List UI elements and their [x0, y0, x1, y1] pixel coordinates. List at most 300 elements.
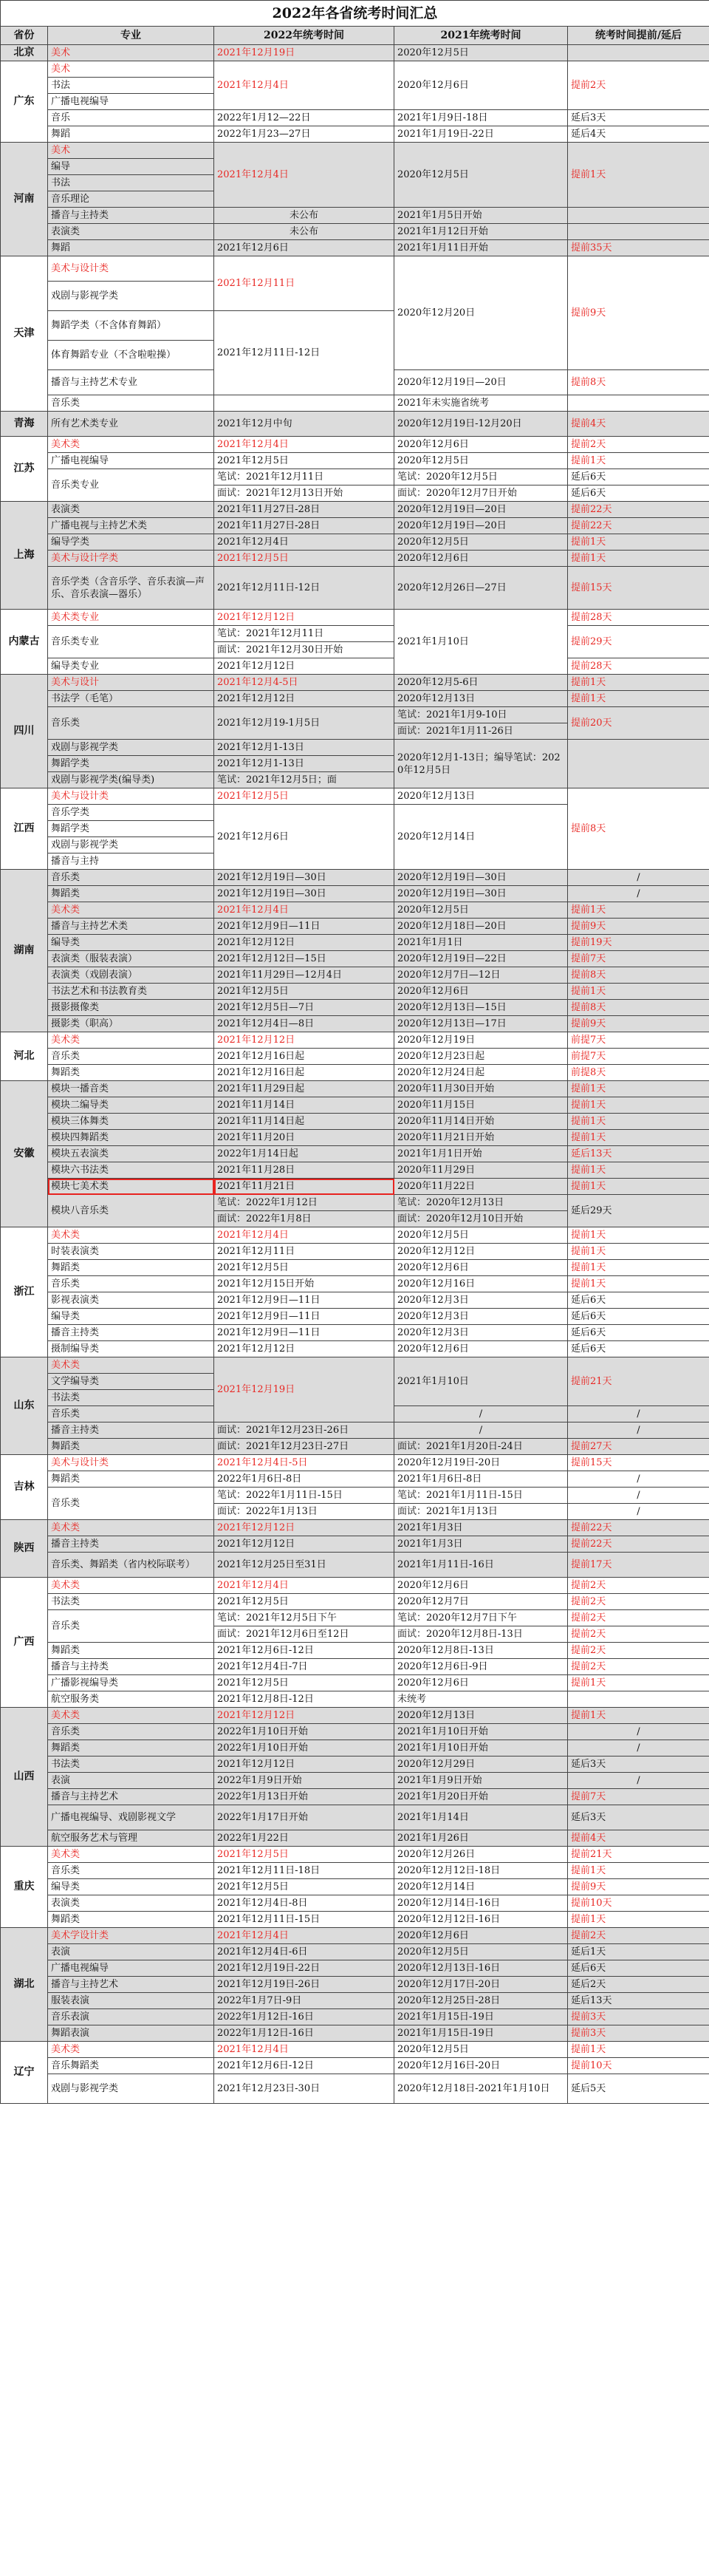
table-cell[interactable]: 模块二编导类 — [48, 1097, 214, 1114]
table-cell[interactable] — [568, 45, 709, 61]
table-cell[interactable] — [568, 208, 709, 224]
table-cell[interactable]: 2021年1月10日 — [394, 610, 568, 675]
table-cell[interactable]: 提前1天 — [568, 1675, 709, 1691]
table-cell[interactable]: 舞蹈学类 — [48, 756, 214, 772]
table-cell[interactable]: 2021年11月21日 — [214, 1179, 394, 1195]
table-cell[interactable]: 模块六书法类 — [48, 1162, 214, 1179]
table-cell[interactable]: 延后6天 — [568, 1960, 709, 1977]
table-cell[interactable]: 播音与主持类 — [48, 208, 214, 224]
table-cell[interactable]: 音乐学类（含音乐学、音乐表演—声乐、音乐表演—器乐） — [48, 567, 214, 610]
table-cell[interactable]: 延后4天 — [568, 126, 709, 143]
table-cell[interactable]: 表演类（戏剧表演） — [48, 967, 214, 984]
header-2021-time[interactable]: 2021年统考时间 — [394, 27, 568, 45]
table-cell[interactable]: 表演类（服装表演） — [48, 951, 214, 967]
table-cell[interactable]: 延后6天 — [568, 1292, 709, 1309]
table-cell[interactable]: 2020年12月5-6日 — [394, 675, 568, 691]
table-cell[interactable]: / — [568, 1406, 709, 1422]
table-cell[interactable]: 提前17天 — [568, 1553, 709, 1578]
table-cell[interactable]: 2021年11月29日起 — [214, 1081, 394, 1097]
table-cell[interactable]: 2021年12月9日—11日 — [214, 1325, 394, 1341]
table-cell[interactable]: 面试：2021年12月30日开始 — [214, 642, 394, 658]
table-cell[interactable]: 2020年11月22日 — [394, 1179, 568, 1195]
table-cell[interactable]: 2021年12月19日-26日 — [214, 1977, 394, 1993]
table-cell[interactable]: / — [568, 1422, 709, 1439]
table-cell[interactable]: 2022年1月12日-16日 — [214, 2025, 394, 2042]
table-cell[interactable]: 2020年12月7日—12日 — [394, 967, 568, 984]
table-cell[interactable]: 面试：2021年12月23日-26日 — [214, 1422, 394, 1439]
table-cell[interactable]: 舞蹈类 — [48, 1439, 214, 1455]
table-cell[interactable]: 广播电视编导、戏剧影视文学 — [48, 1805, 214, 1830]
province-cell[interactable]: 湖南 — [1, 870, 48, 1032]
table-cell[interactable]: 2021年12月4日—8日 — [214, 1016, 394, 1032]
table-cell[interactable]: 音乐类 — [48, 870, 214, 886]
table-cell[interactable]: 延后5天 — [568, 2074, 709, 2104]
table-cell[interactable]: 2021年12月6日-12日 — [214, 1643, 394, 1659]
province-cell[interactable]: 广西 — [1, 1578, 48, 1708]
table-cell[interactable]: 2020年12月13日 — [394, 788, 568, 805]
province-cell[interactable]: 上海 — [1, 502, 48, 610]
table-cell[interactable]: 2020年12月3日 — [394, 1309, 568, 1325]
table-cell[interactable]: 面试：2021年12月13日开始 — [214, 485, 394, 502]
table-cell[interactable]: 2021年12月9日—11日 — [214, 1292, 394, 1309]
table-cell[interactable]: 2021年1月20日开始 — [394, 1789, 568, 1805]
table-cell[interactable]: 2021年11月29日—12月4日 — [214, 967, 394, 984]
table-cell[interactable]: 笔试：2020年12月13日 — [394, 1195, 568, 1211]
table-cell[interactable]: 舞蹈学类 — [48, 821, 214, 837]
table-cell[interactable]: 书法类 — [48, 1756, 214, 1773]
table-cell[interactable]: 戏剧与影视学类 — [48, 740, 214, 756]
table-cell[interactable]: 2021年12月12日 — [214, 1032, 394, 1049]
table-cell[interactable]: 书法艺术和书法教育类 — [48, 984, 214, 1000]
province-cell[interactable]: 浙江 — [1, 1227, 48, 1357]
table-cell[interactable]: 笔试：2021年1月9-10日 — [394, 707, 568, 723]
table-cell[interactable]: 2020年12月6日 — [394, 1260, 568, 1276]
table-cell[interactable]: 舞蹈类 — [48, 1643, 214, 1659]
province-cell[interactable]: 内蒙古 — [1, 610, 48, 675]
table-cell[interactable]: 提前9天 — [568, 256, 709, 370]
table-cell[interactable]: 2020年12月17日-20日 — [394, 1977, 568, 1993]
table-cell[interactable]: 书法学（毛笔） — [48, 691, 214, 707]
table-cell[interactable]: 广播电视与主持艺术类 — [48, 518, 214, 534]
table-cell[interactable]: 2020年12月20日 — [394, 256, 568, 370]
table-cell[interactable]: 提前20天 — [568, 707, 709, 740]
table-cell[interactable]: 面试：2021年12月23日-27日 — [214, 1439, 394, 1455]
table-cell[interactable]: 延后13天 — [568, 1146, 709, 1162]
table-cell[interactable]: 提前21天 — [568, 1847, 709, 1863]
table-cell[interactable]: 提前1天 — [568, 902, 709, 919]
table-cell[interactable]: 提前2天 — [568, 1928, 709, 1944]
table-cell[interactable]: 影视表演类 — [48, 1292, 214, 1309]
table-cell[interactable]: 提前21天 — [568, 1357, 709, 1406]
table-cell[interactable]: 2020年12月14日 — [394, 805, 568, 870]
table-cell[interactable]: 提前3天 — [568, 2009, 709, 2025]
table-cell[interactable]: 2021年12月9日—11日 — [214, 1309, 394, 1325]
table-cell[interactable]: 戏剧与影视学类 — [48, 2074, 214, 2104]
table-cell[interactable]: 2020年12月25日-28日 — [394, 1993, 568, 2009]
table-cell[interactable]: 音乐类专业 — [48, 469, 214, 502]
table-cell[interactable]: 舞蹈类 — [48, 1740, 214, 1756]
table-cell[interactable]: 美术学设计类 — [48, 1928, 214, 1944]
table-cell[interactable]: 提前1天 — [568, 143, 709, 208]
table-cell[interactable]: 2021年12月5日 — [214, 551, 394, 567]
table-cell[interactable]: 面试：2021年1月20日-24日 — [394, 1439, 568, 1455]
table-cell[interactable]: 2021年12月4日 — [214, 902, 394, 919]
table-cell[interactable]: 2021年1月12日开始 — [394, 224, 568, 240]
table-cell[interactable]: 提前1天 — [568, 551, 709, 567]
table-cell[interactable]: 2021年1月10日 — [394, 1357, 568, 1406]
table-cell[interactable]: 播音与主持艺术 — [48, 1977, 214, 1993]
table-cell[interactable]: 2021年未实施省统考 — [394, 395, 568, 412]
province-cell[interactable]: 河北 — [1, 1032, 48, 1081]
table-cell[interactable]: 2021年12月16日起 — [214, 1065, 394, 1081]
table-cell[interactable]: 2021年12月19-1月5日 — [214, 707, 394, 740]
table-cell[interactable]: 2020年12月13日—17日 — [394, 1016, 568, 1032]
table-cell[interactable]: 播音主持类 — [48, 1536, 214, 1553]
table-cell[interactable]: 2021年12月19日 — [214, 45, 394, 61]
table-cell[interactable]: 提前1天 — [568, 1863, 709, 1879]
table-cell[interactable]: 2021年1月1日 — [394, 935, 568, 951]
table-cell[interactable]: 提前1天 — [568, 1162, 709, 1179]
table-cell[interactable]: 提前1天 — [568, 534, 709, 551]
table-cell[interactable]: 提前1天 — [568, 1227, 709, 1244]
table-cell[interactable]: 2021年12月4日 — [214, 1928, 394, 1944]
table-cell[interactable]: 2021年11月27日-28日 — [214, 502, 394, 518]
table-cell[interactable]: 2021年1月11日-16日 — [394, 1553, 568, 1578]
province-cell[interactable]: 江西 — [1, 788, 48, 870]
table-cell[interactable]: 提前2天 — [568, 61, 709, 110]
table-cell[interactable]: 美术类 — [48, 902, 214, 919]
table-cell[interactable]: 2021年12月12日 — [214, 610, 394, 626]
table-cell[interactable]: 表演类 — [48, 502, 214, 518]
table-cell[interactable]: / — [568, 1724, 709, 1740]
table-cell[interactable]: 2021年12月5日 — [214, 453, 394, 469]
table-cell[interactable]: 2020年12月23日起 — [394, 1049, 568, 1065]
header-change[interactable]: 统考时间提前/延后 — [568, 27, 709, 45]
table-cell[interactable]: 提前2天 — [568, 1610, 709, 1626]
table-cell[interactable]: 2021年12月4日-6日 — [214, 1944, 394, 1960]
table-cell[interactable]: 面试：2020年12月10日开始 — [394, 1211, 568, 1227]
table-cell[interactable]: 2021年1月9日-18日 — [394, 110, 568, 126]
table-cell[interactable]: 航空服务艺术与管理 — [48, 1830, 214, 1847]
table-cell[interactable]: 2021年12月12日 — [214, 1756, 394, 1773]
table-cell[interactable]: 2020年12月5日 — [394, 453, 568, 469]
table-cell[interactable]: 提前4天 — [568, 1830, 709, 1847]
table-cell[interactable]: 2020年11月21日开始 — [394, 1130, 568, 1146]
table-cell[interactable]: 航空服务类 — [48, 1691, 214, 1708]
table-cell[interactable]: 2020年12月6日 — [394, 61, 568, 110]
table-cell[interactable]: 2020年12月5日 — [394, 902, 568, 919]
table-cell[interactable]: 音乐类 — [48, 395, 214, 412]
table-cell[interactable]: 2020年12月3日 — [394, 1325, 568, 1341]
table-cell[interactable]: 2021年12月23日-30日 — [214, 2074, 394, 2104]
table-cell[interactable]: 2021年12月12日 — [214, 1708, 394, 1724]
table-cell[interactable]: 2021年1月9日开始 — [394, 1773, 568, 1789]
table-cell[interactable]: 2021年12月4日 — [214, 61, 394, 110]
table-cell[interactable]: 音乐类 — [48, 1488, 214, 1520]
table-cell[interactable]: 2021年1月6日-8日 — [394, 1471, 568, 1488]
table-cell[interactable]: 2021年12月11日-15日 — [214, 1912, 394, 1928]
table-cell[interactable]: 2021年12月11日 — [214, 1244, 394, 1260]
table-cell[interactable]: 2020年11月29日 — [394, 1162, 568, 1179]
table-cell[interactable]: 笔试：2020年12月7日下午 — [394, 1610, 568, 1626]
table-cell[interactable]: 2020年12月8日-13日 — [394, 1643, 568, 1659]
table-cell[interactable]: 美术类 — [48, 437, 214, 453]
table-cell[interactable]: 提前1天 — [568, 984, 709, 1000]
table-cell[interactable]: 提前8天 — [568, 370, 709, 395]
table-cell[interactable]: 提前28天 — [568, 658, 709, 675]
table-cell[interactable]: 2020年12月19日—30日 — [394, 886, 568, 902]
table-cell[interactable]: 书法类 — [48, 1594, 214, 1610]
table-cell[interactable]: 2021年12月15日开始 — [214, 1276, 394, 1292]
table-cell[interactable]: 舞蹈学类（不含体育舞蹈） — [48, 311, 214, 341]
table-cell[interactable]: 2020年12月6日 — [394, 984, 568, 1000]
table-cell[interactable]: 模块四舞蹈类 — [48, 1130, 214, 1146]
table-cell[interactable]: 未公布 — [214, 224, 394, 240]
table-cell[interactable]: 2022年1月12—22日 — [214, 110, 394, 126]
table-cell[interactable]: 音乐类 — [48, 707, 214, 740]
table-cell[interactable]: 2020年12月5日 — [394, 1944, 568, 1960]
table-cell[interactable]: 提前1天 — [568, 453, 709, 469]
table-cell[interactable]: 模块七美术类 — [48, 1179, 214, 1195]
table-cell[interactable] — [568, 224, 709, 240]
table-cell[interactable]: 提前1天 — [568, 1179, 709, 1195]
table-cell[interactable]: 延后3天 — [568, 1756, 709, 1773]
table-cell[interactable]: 2021年11月27日-28日 — [214, 518, 394, 534]
table-cell[interactable]: 提前2天 — [568, 437, 709, 453]
table-cell[interactable]: 2022年1月10日开始 — [214, 1724, 394, 1740]
table-cell[interactable]: 2020年12月6日-9日 — [394, 1659, 568, 1675]
table-cell[interactable]: 美术 — [48, 61, 214, 78]
table-cell[interactable]: 提前1天 — [568, 1708, 709, 1724]
table-cell[interactable]: 2021年1月10日开始 — [394, 1724, 568, 1740]
table-cell[interactable]: 2021年12月12日 — [214, 1341, 394, 1357]
province-cell[interactable]: 青海 — [1, 412, 48, 437]
table-cell[interactable]: 2020年12月12日-18日 — [394, 1863, 568, 1879]
table-cell[interactable]: 面试：2020年12月7日开始 — [394, 485, 568, 502]
table-cell[interactable]: 提前1天 — [568, 691, 709, 707]
table-cell[interactable]: 表演类 — [48, 1895, 214, 1912]
table-cell[interactable]: 2021年1月5日开始 — [394, 208, 568, 224]
table-cell[interactable]: 2021年12月5日—7日 — [214, 1000, 394, 1016]
table-cell[interactable]: 提前22天 — [568, 1520, 709, 1536]
table-cell[interactable]: 2021年1月11日开始 — [394, 240, 568, 256]
table-cell[interactable]: 2020年12月26日 — [394, 1847, 568, 1863]
table-cell[interactable]: 2020年12月5日 — [394, 45, 568, 61]
table-cell[interactable]: 2021年1月10日开始 — [394, 1740, 568, 1756]
table-cell[interactable]: 笔试：2021年12月5日；面 — [214, 772, 394, 788]
table-cell[interactable]: 2021年12月4日 — [214, 534, 394, 551]
table-cell[interactable]: 2021年12月19日—30日 — [214, 870, 394, 886]
province-cell[interactable]: 河南 — [1, 143, 48, 256]
table-cell[interactable]: 2020年12月19日—20日 — [394, 518, 568, 534]
table-cell[interactable]: 笔试：2021年12月5日下午 — [214, 1610, 394, 1626]
table-cell[interactable]: / — [568, 1504, 709, 1520]
table-cell[interactable]: 编导类专业 — [48, 658, 214, 675]
table-cell[interactable]: 延后3天 — [568, 110, 709, 126]
header-2022-time[interactable]: 2022年统考时间 — [214, 27, 394, 45]
table-cell[interactable]: 音乐理论 — [48, 191, 214, 208]
table-cell[interactable]: / — [568, 870, 709, 886]
table-cell[interactable]: 提前1天 — [568, 1097, 709, 1114]
table-cell[interactable]: 2021年12月4日 — [214, 437, 394, 453]
table-cell[interactable]: 时装表演类 — [48, 1244, 214, 1260]
table-cell[interactable]: 2020年12月19日—22日 — [394, 951, 568, 967]
table-cell[interactable]: 2021年12月4日 — [214, 2042, 394, 2058]
table-cell[interactable]: 2021年12月11日 — [214, 256, 394, 311]
table-cell[interactable]: 提前2天 — [568, 1643, 709, 1659]
table-cell[interactable]: 2020年12月5日 — [394, 534, 568, 551]
table-cell[interactable]: 延后6天 — [568, 1309, 709, 1325]
table-cell[interactable]: 美术与设计学类 — [48, 551, 214, 567]
table-cell[interactable]: 提前15天 — [568, 567, 709, 610]
table-cell[interactable]: 2021年11月20日 — [214, 1130, 394, 1146]
table-cell[interactable]: 2021年12月1-13日 — [214, 756, 394, 772]
table-cell[interactable]: 提前2天 — [568, 1659, 709, 1675]
table-cell[interactable]: 2020年12月13日—15日 — [394, 1000, 568, 1016]
table-cell[interactable]: 舞蹈类 — [48, 1471, 214, 1488]
table-cell[interactable]: 提前10天 — [568, 2058, 709, 2074]
table-cell[interactable]: / — [394, 1422, 568, 1439]
table-cell[interactable]: 提前1天 — [568, 2042, 709, 2058]
table-cell[interactable]: 美术与设计类 — [48, 256, 214, 282]
table-cell[interactable]: 书法 — [48, 175, 214, 191]
header-major[interactable]: 专业 — [48, 27, 214, 45]
table-cell[interactable]: 模块五表演类 — [48, 1146, 214, 1162]
table-cell[interactable]: 2020年12月7日 — [394, 1594, 568, 1610]
table-cell[interactable]: 提前28天 — [568, 610, 709, 626]
table-cell[interactable]: 2022年1月9日开始 — [214, 1773, 394, 1789]
table-cell[interactable]: 美术类 — [48, 2042, 214, 2058]
table-cell[interactable]: 2021年1月19日-22日 — [394, 126, 568, 143]
table-cell[interactable]: 2021年12月5日 — [214, 788, 394, 805]
table-cell[interactable]: 2021年12月4日-8日 — [214, 1895, 394, 1912]
table-cell[interactable]: 2021年12月12日 — [214, 935, 394, 951]
table-cell[interactable]: 戏剧与影视学类 — [48, 282, 214, 311]
table-cell[interactable]: 2021年12月5日 — [214, 1879, 394, 1895]
table-cell[interactable]: 未统考 — [394, 1691, 568, 1708]
table-cell[interactable]: 2020年11月30日开始 — [394, 1081, 568, 1097]
table-cell[interactable]: 2021年1月3日 — [394, 1536, 568, 1553]
table-cell[interactable]: 播音与主持艺术专业 — [48, 370, 214, 395]
table-cell[interactable]: 2020年12月19日—20日 — [394, 370, 568, 395]
table-cell[interactable]: 提前8天 — [568, 1000, 709, 1016]
table-cell[interactable]: 笔试：2021年12月11日 — [214, 469, 394, 485]
table-cell[interactable]: 提前1天 — [568, 1244, 709, 1260]
table-cell[interactable]: 2020年12月13日-16日 — [394, 1960, 568, 1977]
table-cell[interactable]: 广播电视编导 — [48, 94, 214, 110]
table-cell[interactable]: 音乐类 — [48, 1610, 214, 1643]
table-cell[interactable]: 戏剧与影视学类(编导类) — [48, 772, 214, 788]
table-cell[interactable]: 2021年12月6日 — [214, 805, 394, 870]
table-cell[interactable]: / — [568, 1471, 709, 1488]
table-cell[interactable]: 2021年12月12日 — [214, 1536, 394, 1553]
table-cell[interactable]: 表演类 — [48, 224, 214, 240]
table-cell[interactable]: 音乐类 — [48, 1049, 214, 1065]
table-cell[interactable] — [214, 395, 394, 412]
table-cell[interactable]: 2022年1月22日 — [214, 1830, 394, 1847]
table-cell[interactable]: 提前8天 — [568, 788, 709, 870]
table-cell[interactable]: 2021年12月12日 — [214, 658, 394, 675]
table-cell[interactable]: 延后6天 — [568, 485, 709, 502]
table-cell[interactable]: 2020年12月29日 — [394, 1756, 568, 1773]
table-cell[interactable]: 编导类 — [48, 935, 214, 951]
table-cell[interactable]: 2020年12月19日—20日 — [394, 502, 568, 518]
table-cell[interactable]: 2020年12月26日—27日 — [394, 567, 568, 610]
table-cell[interactable]: 2020年12月5日 — [394, 143, 568, 208]
table-cell[interactable]: 提前1天 — [568, 1114, 709, 1130]
table-cell[interactable]: 2020年12月3日 — [394, 1292, 568, 1309]
table-cell[interactable]: 2021年12月12日 — [214, 1520, 394, 1536]
table-cell[interactable]: 美术 — [48, 45, 214, 61]
table-cell[interactable]: 2022年1月6日-8日 — [214, 1471, 394, 1488]
table-cell[interactable]: 编导 — [48, 159, 214, 175]
table-cell[interactable]: 2021年11月14日起 — [214, 1114, 394, 1130]
table-cell[interactable]: 2021年12月5日 — [214, 1594, 394, 1610]
header-province[interactable]: 省份 — [1, 27, 48, 45]
table-cell[interactable]: 广播电视编导 — [48, 1960, 214, 1977]
table-cell[interactable]: 编导类 — [48, 1879, 214, 1895]
province-cell[interactable]: 山西 — [1, 1708, 48, 1847]
table-cell[interactable]: 提前27天 — [568, 1439, 709, 1455]
table-cell[interactable]: 提前9天 — [568, 1879, 709, 1895]
table-cell[interactable]: 广播电视编导 — [48, 453, 214, 469]
table-cell[interactable]: 2020年12月6日 — [394, 1675, 568, 1691]
table-cell[interactable]: 2020年12月13日 — [394, 1708, 568, 1724]
table-cell[interactable]: / — [568, 1773, 709, 1789]
table-cell[interactable]: 摄影摄像类 — [48, 1000, 214, 1016]
table-cell[interactable]: 延后6天 — [568, 1325, 709, 1341]
table-cell[interactable]: 面试：2021年1月11-26日 — [394, 723, 568, 740]
table-cell[interactable]: 表演 — [48, 1773, 214, 1789]
table-cell[interactable]: 2021年12月4日 — [214, 143, 394, 208]
table-cell[interactable]: 2020年12月19日 — [394, 1032, 568, 1049]
table-cell[interactable]: 2020年12月12日-16日 — [394, 1912, 568, 1928]
table-cell[interactable]: 提前9天 — [568, 1016, 709, 1032]
table-cell[interactable]: 2021年12月25日至31日 — [214, 1553, 394, 1578]
table-cell[interactable]: 2021年12月16日起 — [214, 1049, 394, 1065]
table-cell[interactable]: 前提8天 — [568, 1065, 709, 1081]
table-cell[interactable]: 播音主持类 — [48, 1325, 214, 1341]
province-cell[interactable]: 安徽 — [1, 1081, 48, 1227]
table-cell[interactable]: 提前9天 — [568, 919, 709, 935]
table-cell[interactable]: 2020年12月6日 — [394, 551, 568, 567]
table-cell[interactable]: 2021年12月12日—15日 — [214, 951, 394, 967]
table-cell[interactable]: 2020年12月14日-16日 — [394, 1895, 568, 1912]
table-cell[interactable]: 2020年12月14日 — [394, 1879, 568, 1895]
table-cell[interactable]: 2021年12月19日-22日 — [214, 1960, 394, 1977]
table-cell[interactable]: 提前4天 — [568, 412, 709, 437]
table-cell[interactable]: 提前1天 — [568, 675, 709, 691]
table-cell[interactable]: 延后29天 — [568, 1195, 709, 1227]
table-cell[interactable]: 2021年12月4日 — [214, 1578, 394, 1594]
table-cell[interactable]: 2020年12月6日 — [394, 1578, 568, 1594]
table-cell[interactable]: 2020年12月5日 — [394, 1227, 568, 1244]
table-cell[interactable]: 2021年12月19日—30日 — [214, 886, 394, 902]
table-cell[interactable]: 2022年1月13日开始 — [214, 1789, 394, 1805]
table-cell[interactable]: 提前1天 — [568, 1276, 709, 1292]
table-cell[interactable]: 2021年12月19日 — [214, 1357, 394, 1422]
province-cell[interactable]: 天津 — [1, 256, 48, 412]
table-cell[interactable]: 提前1天 — [568, 1912, 709, 1928]
table-cell[interactable]: 笔试：2021年12月11日 — [214, 626, 394, 642]
table-cell[interactable]: 面试：2021年12月6日至12日 — [214, 1626, 394, 1643]
table-cell[interactable] — [568, 395, 709, 412]
table-cell[interactable]: 2021年1月26日 — [394, 1830, 568, 1847]
table-cell[interactable]: / — [568, 886, 709, 902]
table-cell[interactable]: 2020年11月15日 — [394, 1097, 568, 1114]
table-cell[interactable]: 提前10天 — [568, 1895, 709, 1912]
table-cell[interactable]: 2022年1月23—27日 — [214, 126, 394, 143]
